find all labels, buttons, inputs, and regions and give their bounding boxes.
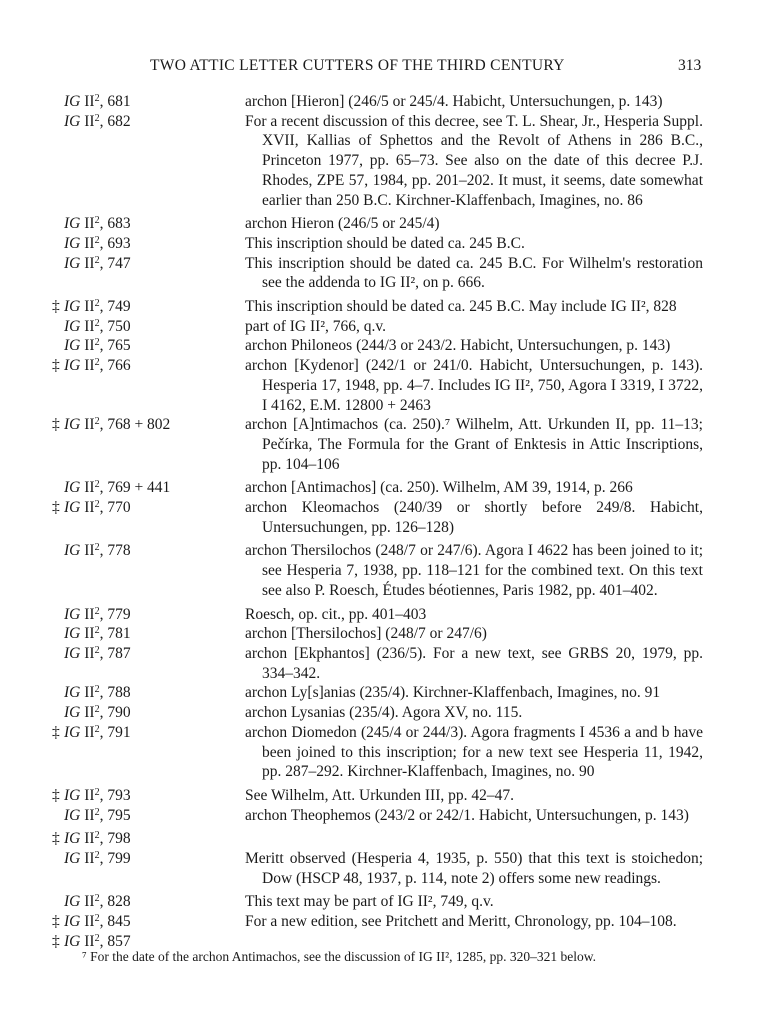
ref-corpus: IG: [64, 850, 81, 868]
inscription-note: archon Ly[s]anias (235/4). Kirchner-Klaffenbach, Imagines, no. 91: [245, 684, 661, 702]
inscription-reference: [52, 541, 200, 561]
ref-volume: II: [80, 542, 95, 560]
inscription-reference: [52, 214, 200, 234]
inscription-entry: [0, 723, 777, 782]
inscription-note: This inscription should be dated ca. 245 B.C.: [245, 234, 525, 252]
ref-edition: 2: [94, 932, 100, 944]
inscription-reference: [52, 356, 200, 376]
ref-corpus: IG: [64, 830, 81, 848]
inscription-note: For a new edition, see Pritchett and Meritt, Chronology, pp. 104–108.: [245, 913, 677, 931]
running-title: TWO ATTIC LETTER CUTTERS OF THE THIRD CENTURY: [150, 57, 565, 74]
inscription-reference: [52, 234, 200, 254]
inscription-list: [0, 92, 777, 952]
ref-corpus: IG: [64, 337, 81, 355]
ref-volume: II: [80, 317, 95, 335]
inscription-note: archon Diomedon (245/4 or 244/3). Agora fragments I 4536 a and b have been joined to this inscription; for a new text see Hesperia 11, 1942, pp. 287–292. Kirchner-Klaffenbach, Imagines, no. 90: [245, 723, 703, 781]
ref-edition: 2: [94, 684, 100, 696]
ref-corpus: IG: [64, 298, 81, 316]
ref-edition: 2: [94, 254, 100, 266]
inscription-note: part of IG II², 766, q.v.: [245, 317, 386, 335]
ref-volume: II: [80, 254, 95, 272]
inscription-reference: [52, 498, 200, 518]
ref-volume: II: [80, 704, 95, 722]
ref-number: , 787: [99, 644, 131, 662]
ref-edition: 2: [94, 112, 100, 124]
inscription-entry: [0, 892, 777, 912]
ref-volume: II: [80, 913, 95, 931]
inscription-reference: [52, 336, 200, 356]
ref-corpus: IG: [64, 112, 81, 130]
inscription-reference: [52, 478, 200, 498]
ref-number: , 799: [99, 850, 131, 868]
ref-number: , 681: [99, 93, 131, 110]
ref-edition: 2: [94, 644, 100, 656]
ref-number: , 749: [99, 298, 131, 316]
inscription-note: archon [Thersilochos] (248/7 or 247/6): [245, 625, 487, 643]
inscription-note: archon [A]ntimachos (ca. 250).⁷ Wilhelm, Att. Urkunden II, pp. 11–13; Pečírka, The Formula for the Grant of Enktesis in Attic Inscriptions, pp. 104–106: [245, 416, 703, 473]
ref-volume: II: [80, 298, 95, 316]
ref-corpus: IG: [64, 254, 81, 272]
ref-edition: 2: [94, 215, 100, 227]
ref-volume: II: [80, 786, 95, 804]
ref-corpus: IG: [64, 215, 81, 233]
ref-number: , 766: [99, 357, 131, 375]
inscription-note: archon [Hieron] (246/5 or 245/4. Habicht, Untersuchungen, p. 143): [245, 93, 663, 110]
ref-edition: 2: [94, 499, 100, 511]
ref-number: , 795: [99, 806, 131, 824]
inscription-reference: [52, 829, 200, 849]
inscription-note: Roesch, op. cit., pp. 401–403: [245, 605, 427, 623]
inscription-entry: [0, 478, 777, 498]
ref-edition: 2: [94, 298, 100, 310]
inscription-entry: [0, 297, 777, 317]
inscription-note: archon [Kydenor] (242/1 or 241/0. Habicht, Untersuchungen, p. 143). Hesperia 17, 1948, pp. 4–7. Includes IG II², 750, Agora I 3319, I 3722, I 4162, E.M. 12800 + 2463: [245, 357, 703, 414]
ref-volume: II: [80, 625, 95, 643]
ref-volume: II: [80, 806, 95, 824]
ref-corpus: IG: [64, 806, 81, 824]
inscription-note: This text may be part of IG II², 749, q.v.: [245, 893, 494, 911]
inscription-entry: [0, 829, 777, 849]
inscription-note: archon [Antimachos] (ca. 250). Wilhelm, AM 39, 1914, p. 266: [245, 479, 633, 497]
ref-number: , 683: [99, 215, 131, 233]
inscription-entry: [0, 92, 777, 112]
ref-corpus: IG: [64, 913, 81, 931]
ref-number: , 682: [99, 112, 131, 130]
ref-edition: 2: [94, 786, 100, 798]
ref-number: , 770: [99, 499, 131, 517]
inscription-entry: [0, 806, 777, 826]
inscription-entry: [0, 234, 777, 254]
inscription-reference: [52, 254, 200, 274]
ref-volume: II: [80, 830, 95, 848]
ref-corpus: IG: [64, 93, 81, 110]
ref-volume: II: [80, 932, 95, 950]
inscription-reference: [52, 605, 200, 625]
ref-volume: II: [80, 644, 95, 662]
inscription-entry: [0, 214, 777, 234]
ref-corpus: IG: [64, 499, 81, 517]
inscription-entry: [0, 112, 777, 211]
ref-corpus: IG: [64, 723, 81, 741]
ref-number: , 793: [99, 786, 131, 804]
ref-number: , 798: [99, 830, 131, 848]
double-dagger-mark: ‡: [52, 416, 60, 434]
inscription-reference: [52, 683, 200, 703]
ref-edition: 2: [94, 704, 100, 716]
inscription-entry: [0, 415, 777, 474]
ref-corpus: IG: [64, 684, 81, 702]
inscription-entry: [0, 703, 777, 723]
ref-corpus: IG: [64, 479, 81, 497]
inscription-entry: [0, 317, 777, 337]
ref-edition: 2: [94, 830, 100, 842]
inscription-note: archon [Ekphantos] (236/5). For a new text, see GRBS 20, 1979, pp. 334–342.: [245, 644, 703, 682]
ref-number: , 768 + 802: [99, 416, 171, 434]
ref-number: , 828: [99, 893, 131, 911]
ref-volume: II: [80, 337, 95, 355]
inscription-entry: [0, 849, 777, 888]
ref-corpus: IG: [64, 416, 81, 434]
double-dagger-mark: ‡: [52, 786, 60, 804]
ref-corpus: IG: [64, 234, 81, 252]
ref-number: , 765: [99, 337, 131, 355]
inscription-note: archon Theophemos (243/2 or 242/1. Habicht, Untersuchungen, p. 143): [245, 806, 689, 824]
ref-number: , 788: [99, 684, 131, 702]
inscription-reference: [52, 92, 200, 112]
ref-volume: II: [80, 499, 95, 517]
double-dagger-mark: ‡: [52, 357, 60, 375]
inscription-entry: [0, 336, 777, 356]
ref-volume: II: [80, 93, 95, 110]
ref-edition: 2: [94, 806, 100, 818]
ref-number: , 790: [99, 704, 131, 722]
ref-edition: 2: [94, 723, 100, 735]
inscription-reference: [52, 806, 200, 826]
ref-edition: 2: [94, 542, 100, 554]
ref-volume: II: [80, 684, 95, 702]
inscription-note: This inscription should be dated ca. 245 B.C. May include IG II², 828: [245, 298, 677, 316]
inscription-entry: [0, 644, 777, 683]
ref-volume: II: [80, 112, 95, 130]
inscription-entry: [0, 786, 777, 806]
ref-number: , 747: [99, 254, 131, 272]
inscription-entry: [0, 912, 777, 932]
inscription-note: Meritt observed (Hesperia 4, 1935, p. 550) that this text is stoichedon; Dow (HSCP 48, 1937, p. 114, note 2) offers some new readings.: [245, 850, 703, 887]
inscription-note: archon Thersilochos (248/7 or 247/6). Agora I 4622 has been joined to it; see Hesperia 7, 1938, pp. 118–121 for the combined text. On this text see also P. Roesch, Études béotiennes, Paris 1982, pp. 401–402.: [245, 542, 703, 599]
ref-volume: II: [80, 605, 95, 623]
inscription-note: archon Lysanias (235/4). Agora XV, no. 115.: [245, 704, 523, 722]
inscription-note: See Wilhelm, Att. Urkunden III, pp. 42–47.: [245, 786, 515, 804]
inscription-reference: [52, 892, 200, 912]
ref-edition: 2: [94, 850, 100, 862]
ref-number: , 845: [99, 913, 131, 931]
ref-number: , 857: [99, 932, 131, 950]
ref-volume: II: [80, 850, 95, 868]
inscription-reference: [52, 703, 200, 723]
inscription-entry: [0, 624, 777, 644]
ref-number: , 750: [99, 317, 131, 335]
inscription-reference: [52, 317, 200, 337]
ref-volume: II: [80, 215, 95, 233]
ref-corpus: IG: [64, 357, 81, 375]
inscription-entry: [0, 541, 777, 600]
inscription-note: archon Hieron (246/5 or 245/4): [245, 215, 440, 233]
ref-number: , 779: [99, 605, 131, 623]
ref-volume: II: [80, 479, 95, 497]
inscription-entry: [0, 683, 777, 703]
ref-corpus: IG: [64, 542, 81, 560]
inscription-reference: [52, 644, 200, 664]
double-dagger-mark: ‡: [52, 913, 60, 931]
ref-volume: II: [80, 893, 95, 911]
ref-volume: II: [80, 234, 95, 252]
inscription-entry: [0, 605, 777, 625]
inscription-note: This inscription should be dated ca. 245 B.C. For Wilhelm's restoration see the addenda to IG II², on p. 666.: [245, 254, 703, 292]
ref-corpus: IG: [64, 644, 81, 662]
ref-number: , 781: [99, 625, 131, 643]
ref-edition: 2: [94, 337, 100, 349]
inscription-note: archon Kleomachos (240/39 or shortly before 249/8. Habicht, Untersuchungen, pp. 126–128): [245, 499, 703, 536]
ref-volume: II: [80, 416, 95, 434]
ref-corpus: IG: [64, 893, 81, 911]
ref-corpus: IG: [64, 317, 81, 335]
double-dagger-mark: ‡: [52, 298, 60, 316]
double-dagger-mark: ‡: [52, 723, 60, 741]
ref-edition: 2: [94, 93, 100, 104]
inscription-reference: [52, 624, 200, 644]
ref-number: , 769 + 441: [99, 479, 171, 497]
ref-corpus: IG: [64, 704, 81, 722]
ref-number: , 778: [99, 542, 131, 560]
ref-edition: 2: [94, 357, 100, 369]
page-number: 313: [678, 57, 702, 74]
double-dagger-mark: ‡: [52, 932, 60, 950]
ref-edition: 2: [94, 416, 100, 428]
inscription-reference: [52, 786, 200, 806]
ref-volume: II: [80, 723, 95, 741]
ref-edition: 2: [94, 893, 100, 905]
ref-volume: II: [80, 357, 95, 375]
double-dagger-mark: ‡: [52, 499, 60, 517]
ref-number: , 791: [99, 723, 131, 741]
inscription-reference: [52, 912, 200, 932]
inscription-note: [245, 829, 703, 849]
ref-edition: 2: [94, 317, 100, 329]
ref-edition: 2: [94, 479, 100, 491]
inscription-entry: [0, 254, 777, 293]
ref-edition: 2: [94, 913, 100, 925]
ref-corpus: IG: [64, 786, 81, 804]
ref-edition: 2: [94, 234, 100, 246]
ref-edition: 2: [94, 605, 100, 617]
inscription-entry: [0, 498, 777, 537]
double-dagger-mark: ‡: [52, 830, 60, 848]
ref-corpus: IG: [64, 932, 81, 950]
inscription-note: For a recent discussion of this decree, see T. L. Shear, Jr., Hesperia Suppl. XVII, Kallias of Sphettos and the Revolt of Athens in 286 B.C., Princeton 1977, pp. 65–73. See also on the date of this decree P.J. Rhodes, ZPE 57, 1984, pp. 201–202. It must, it seems, date somewhat earlier than 250 B.C. Kirchner-Klaffenbach, Imagines, no. 86: [245, 112, 703, 209]
inscription-reference: [52, 112, 200, 132]
inscription-reference: [52, 723, 200, 743]
inscription-reference: [52, 415, 200, 435]
ref-corpus: IG: [64, 605, 81, 623]
inscription-reference: [52, 849, 200, 869]
inscription-reference: [52, 297, 200, 317]
ref-corpus: IG: [64, 625, 81, 643]
inscription-note: archon Philoneos (244/3 or 243/2. Habicht, Untersuchungen, p. 143): [245, 337, 671, 355]
ref-edition: 2: [94, 625, 100, 637]
ref-number: , 693: [99, 234, 131, 252]
inscription-entry: [0, 356, 777, 415]
running-header: [0, 57, 777, 79]
footnote: ⁷ For the date of the archon Antimachos, see the discussion of IG II², 1285, pp. 320–321 below.: [82, 949, 597, 964]
